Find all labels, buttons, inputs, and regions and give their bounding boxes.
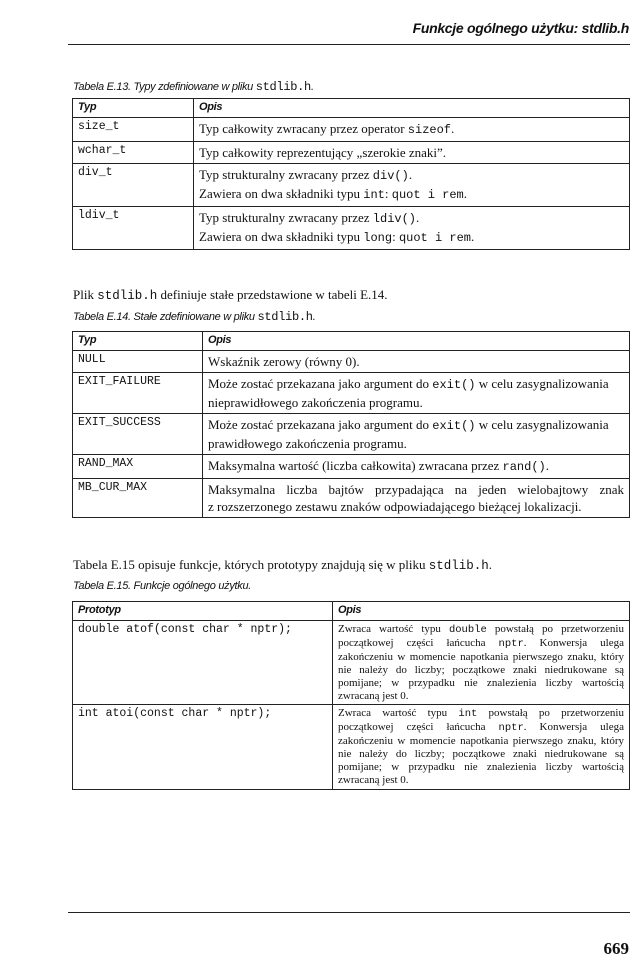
desc-cell: Wskaźnik zerowy (równy 0). [203,351,630,373]
table-row [73,479,630,518]
table-header-row [73,332,630,351]
table-header-row [73,602,630,621]
type-cell: ldiv_t [73,207,194,250]
body-paragraph-1: Plik stdlib.h definiuje stałe przedstawione w tabeli E.14. [73,287,388,303]
table-e13-caption: Tabela E.13. Typy zdefiniowane w pliku stdlib.h. [73,80,314,94]
table-row [73,351,630,373]
type-cell: EXIT_SUCCESS [73,414,203,455]
table-row [73,164,630,207]
prototype-cell: int atoi(const char * nptr); [73,705,333,789]
table-row [73,118,630,142]
table-e15-caption: Tabela E.15. Funkcje ogólnego użytku. [73,580,252,592]
column-header-desc: Opis [194,99,630,118]
type-cell: NULL [73,351,203,373]
desc-cell: Maksymalna liczba bajtów przypadająca na jeden wielobajtowy znak z rozszerzonego zestawu znaków odpowiadającego bieżącej lokalizacji. [203,479,630,518]
column-header-type: Typ [73,99,194,118]
header-rule [68,44,630,45]
column-header-desc: Opis [333,602,630,621]
table-e13 [72,98,630,250]
type-cell: div_t [73,164,194,207]
table-row [73,373,630,414]
type-cell: wchar_t [73,142,194,164]
footer-rule [68,912,630,913]
body-paragraph-2: Tabela E.15 opisuje funkcje, których prototypy znajdują się w pliku stdlib.h. [73,557,493,573]
table-row [73,621,630,705]
table-e15 [72,601,630,790]
table-e14 [72,331,630,518]
column-header-desc: Opis [203,332,630,351]
desc-cell: Maksymalna wartość (liczba całkowita) zwracana przez rand(). [203,455,630,479]
type-cell: MB_CUR_MAX [73,479,203,518]
page-number: 669 [603,939,629,958]
desc-cell: Typ strukturalny zwracany przez div(). Zawiera on dwa składniki typu int: quot i rem. [194,164,630,207]
desc-cell: Zwraca wartość typu int powstałą po przetworzeniu początkowej części łańcucha nptr. Konwersja ulega zakończeniu w momencie napotkania pierwszego znaku, który nie należy do liczby; początkowe znaki niedrukowane są pomijane; w przypadku nie znalezienia liczby wartością zwracaną jest 0. [333,705,630,789]
table-row [73,705,630,789]
prototype-cell: double atof(const char * nptr); [73,621,333,705]
desc-cell: Typ całkowity reprezentujący „szerokie znaki”. [194,142,630,164]
table-row [73,207,630,250]
desc-cell: Typ strukturalny zwracany przez ldiv(). Zawiera on dwa składniki typu long: quot i rem. [194,207,630,250]
type-cell: size_t [73,118,194,142]
table-row [73,414,630,455]
type-cell: EXIT_FAILURE [73,373,203,414]
desc-cell: Typ całkowity zwracany przez operator sizeof. [194,118,630,142]
table-row [73,455,630,479]
table-header-row [73,99,630,118]
column-header-type: Typ [73,332,203,351]
table-e14-caption: Tabela E.14. Stałe zdefiniowane w pliku stdlib.h. [73,310,316,324]
column-header-prototype: Prototyp [73,602,333,621]
running-header: Funkcje ogólnego użytku: stdlib.h [412,20,629,36]
desc-cell: Może zostać przekazana jako argument do exit() w celu zasygnalizowania prawidłowego zakończenia programu. [203,414,630,455]
type-cell: RAND_MAX [73,455,203,479]
table-row [73,142,630,164]
desc-cell: Zwraca wartość typu double powstałą po przetworzeniu początkowej części łańcucha nptr. Konwersja ulega zakończeniu w momencie napotkania pierwszego znaku, który nie należy do liczby; początkowe znaki niedrukowane są pomijane; w przypadku nie znalezienia liczby wartością zwracaną jest 0. [333,621,630,705]
desc-cell: Może zostać przekazana jako argument do exit() w celu zasygnalizowania nieprawidłowego zakończenia programu. [203,373,630,414]
